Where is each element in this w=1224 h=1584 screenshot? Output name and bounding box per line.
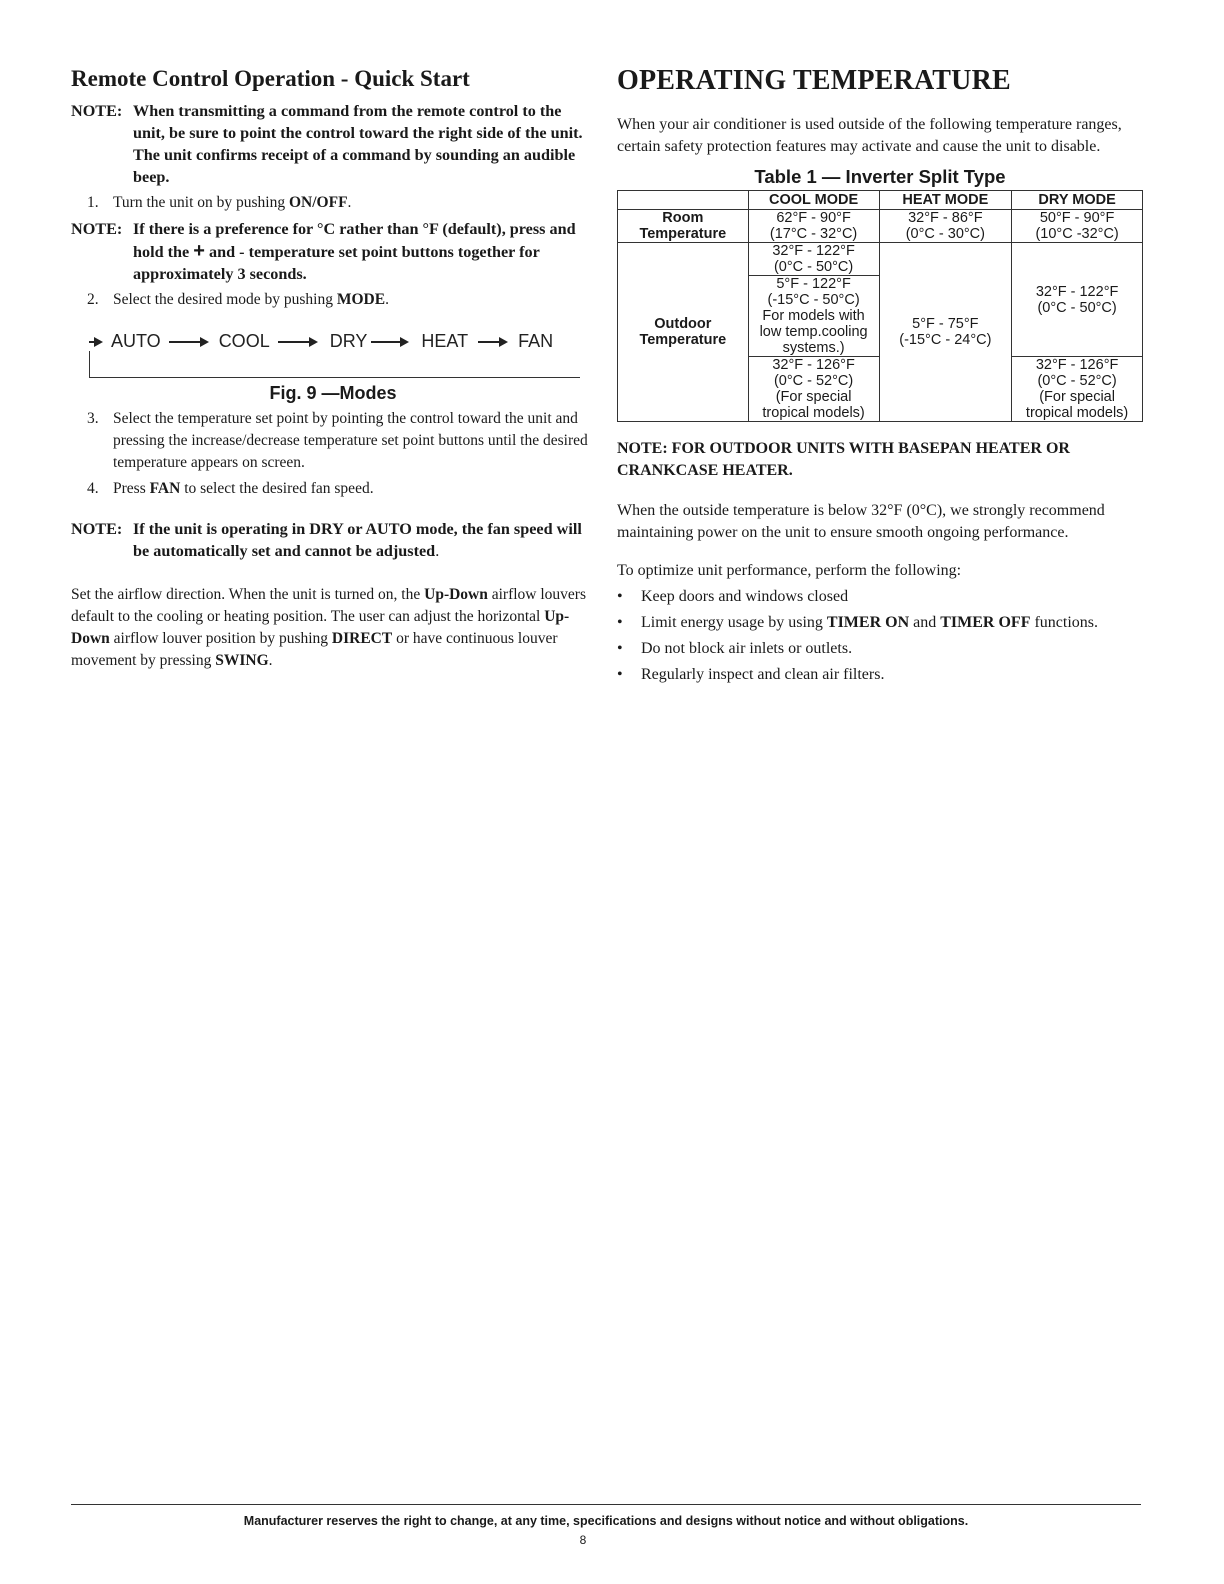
note-celsius: NOTE: If there is a preference for °C rather than °F (default), press and hold the + and - temperature set point buttons together for approximately 3 seconds.: [71, 220, 576, 283]
optimize-paragraph: To optimize unit performance, perform the following:: [617, 562, 962, 579]
plus-symbol: +: [193, 240, 205, 262]
table-row-outdoor-a: [618, 243, 1143, 276]
table-header-row: [618, 191, 1143, 210]
mode-dry: DRY: [329, 331, 368, 351]
cell-outdoor-dry-tropical: 32°F - 126°F (0°C - 52°C) (For special tropical models): [1012, 357, 1143, 422]
note-text: When transmitting a command from the remote control to the unit, be sure to point the control toward the right side of the unit. The unit confirms receipt of a command by sounding an audible beep.: [133, 102, 583, 186]
mode-auto: AUTO: [111, 331, 161, 351]
cycle-bracket: [89, 351, 580, 378]
note-basepan-heater: NOTE: FOR OUTDOOR UNITS WITH BASEPAN HEATER OR CRANKCASE HEATER.: [617, 440, 1070, 479]
col-header-dry: DRY MODE: [1012, 191, 1143, 210]
page-title: OPERATING TEMPERATURE: [617, 65, 1011, 96]
list-item: • Regularly inspect and clean air filters.: [617, 666, 1143, 684]
col-header-cool: COOL MODE: [748, 191, 879, 210]
step-2: 2. Select the desired mode by pushing MODE.: [71, 289, 595, 311]
list-item: • Keep doors and windows closed: [617, 588, 1143, 606]
row-header-room: Room Temperature: [618, 210, 749, 243]
key-up-down: Up-Down: [424, 586, 488, 603]
note-label: NOTE:: [71, 102, 123, 120]
cell-outdoor-heat: 5°F - 75°F (-15°C - 24°C): [879, 243, 1012, 422]
key-timer-on: TIMER ON: [826, 614, 910, 631]
key-direct: DIRECT: [331, 630, 393, 647]
mode-fan: FAN: [518, 331, 554, 351]
col-header-heat: HEAT MODE: [879, 191, 1012, 210]
page-number: 8: [579, 1533, 587, 1547]
note-remote-aim: [71, 100, 595, 188]
cell-outdoor-dry-standard: 32°F - 122°F (0°C - 50°C): [1012, 243, 1143, 357]
key-fan: FAN: [149, 480, 181, 497]
cell-room-cool: 62°F - 90°F (17°C - 32°C): [748, 210, 879, 243]
left-column: [71, 64, 595, 672]
tips-list: [617, 588, 1143, 684]
step-text: Select the temperature set point by pointing the control toward the unit and pressing the increase/decrease temperature set point buttons until the desired temperature appears on screen.: [113, 410, 588, 471]
airflow-paragraph: Set the airflow direction. When the unit is turned on, the Up-Down airflow louvers default to the cooling or heating position. The user can adjust the horizontal Up-Down airflow louver position by pushing DIRECT or have continuous louver movement by pressing SWING.: [71, 586, 586, 669]
list-item: • Do not block air inlets or outlets.: [617, 640, 1143, 658]
cell-outdoor-cool-low-temp: 5°F - 122°F (-15°C - 50°C) For models with low temp.cooling systems.): [748, 276, 879, 357]
cold-weather-paragraph: When the outside temperature is below 32°F (0°C), we strongly recommend maintaining power on the unit to ensure smooth ongoing performance.: [617, 502, 1105, 541]
temperature-table: [617, 190, 1143, 422]
key-up-down: Up-Down: [71, 608, 570, 647]
table-caption: Table 1 — Inverter Split Type: [754, 166, 1006, 187]
arrow-icon: [478, 341, 506, 343]
cell-room-dry: 50°F - 90°F (10°C -32°C): [1012, 210, 1143, 243]
footer-disclaimer: Manufacturer reserves the right to change, at any time, specifications and designs without notice and without obligations.: [243, 1514, 969, 1528]
list-item: • Limit energy usage by using TIMER ON and TIMER OFF functions.: [617, 614, 1143, 632]
section-title: Remote Control Operation - Quick Start: [71, 66, 470, 91]
cell-outdoor-cool-standard: 32°F - 122°F (0°C - 50°C): [748, 243, 879, 276]
figure-caption: Fig. 9 —Modes: [269, 383, 397, 403]
mode-heat: HEAT: [421, 331, 469, 351]
step-number: 4.: [87, 480, 99, 497]
note-fan-speed: NOTE: If the unit is operating in DRY or AUTO mode, the fan speed will be automatically set and cannot be adjusted.: [71, 520, 582, 560]
arrow-icon: [278, 341, 316, 343]
modes-diagram: [71, 331, 595, 379]
cell-room-heat: 32°F - 86°F (0°C - 30°C): [879, 210, 1012, 243]
intro-paragraph: When your air conditioner is used outside of the following temperature ranges, certain safety protection features may activate and cause the unit to disable.: [617, 116, 1122, 155]
row-header-outdoor: Outdoor Temperature: [618, 243, 749, 422]
key-swing: SWING: [215, 652, 269, 669]
mode-cool: COOL: [218, 331, 270, 351]
footer-divider: [71, 1504, 1141, 1505]
note-label: NOTE:: [71, 220, 123, 238]
arrow-icon: [89, 341, 101, 343]
step-number: 1.: [87, 194, 99, 211]
table-row-room: [618, 210, 1143, 243]
cell-outdoor-cool-tropical: 32°F - 126°F (0°C - 52°C) (For special tropical models): [748, 357, 879, 422]
key-onoff: ON/OFF: [288, 194, 348, 211]
minus-symbol: -: [239, 243, 245, 261]
note-label: NOTE:: [71, 520, 123, 538]
step-1: 1. Turn the unit on by pushing ON/OFF.: [71, 192, 595, 214]
arrow-icon: [371, 341, 407, 343]
step-4: 4. Press FAN to select the desired fan speed.: [71, 478, 595, 500]
step-number: 2.: [87, 291, 99, 308]
step-number: 3.: [87, 410, 99, 427]
step-3: [71, 408, 595, 474]
right-column: [617, 64, 1143, 692]
key-mode: MODE: [336, 291, 386, 308]
key-timer-off: TIMER OFF: [940, 614, 1031, 631]
table-corner: [618, 191, 749, 210]
arrow-icon: [169, 341, 207, 343]
